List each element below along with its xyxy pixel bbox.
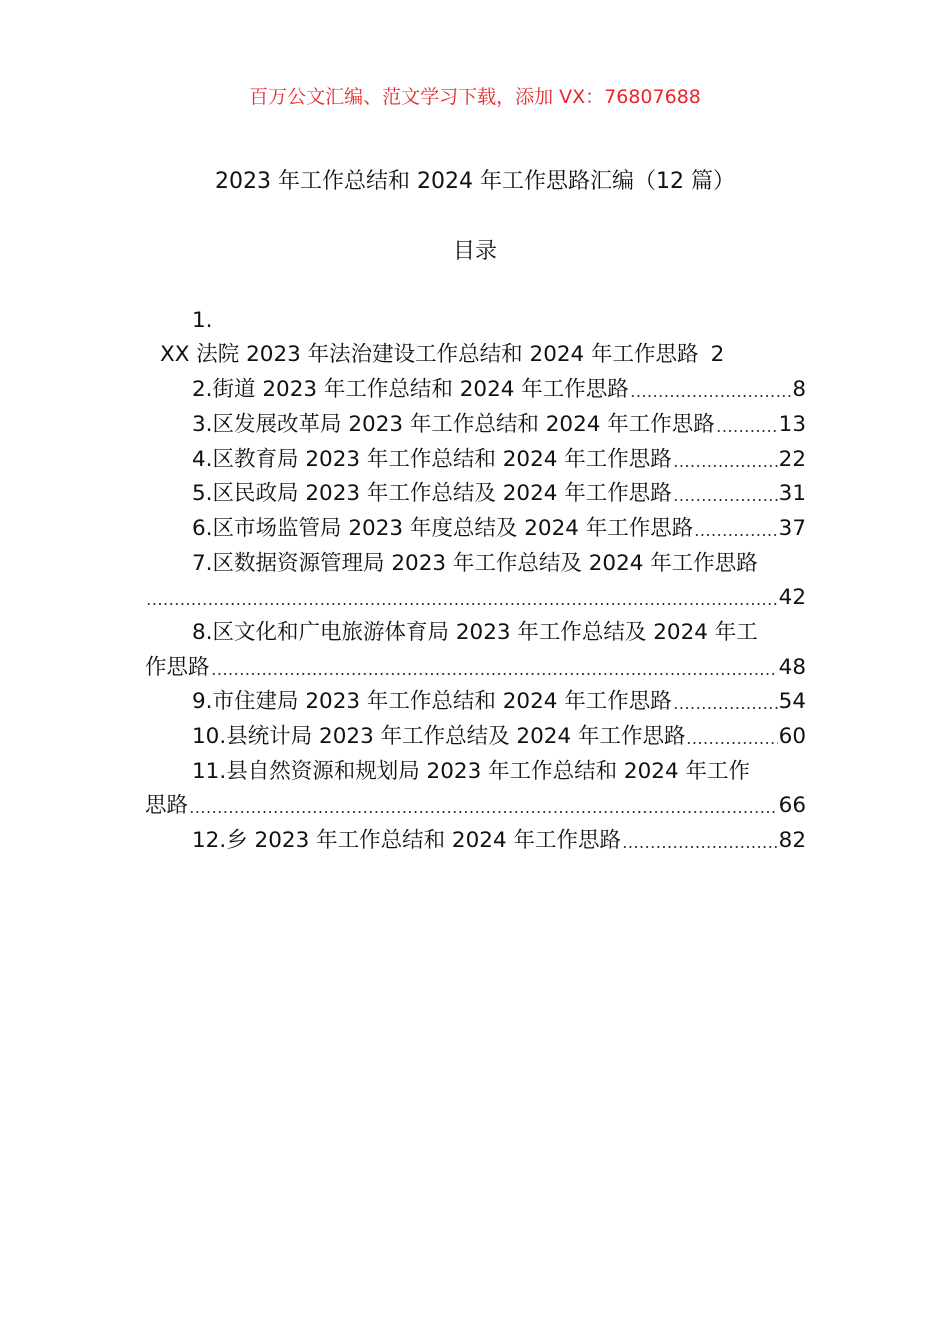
dot-leader <box>146 602 778 606</box>
toc-entry-text: 12.乡 2023 年工作总结和 2024 年工作思路 <box>192 828 621 853</box>
toc-entry-8-cont[interactable] <box>145 651 806 685</box>
toc-page-number: 48 <box>778 655 806 680</box>
toc-entry-11[interactable] <box>192 755 806 789</box>
toc-entry-text: 10.县统计局 2023 年工作总结及 2024 年工作思路 <box>192 724 686 749</box>
toc-entry-text: 7.区数据资源管理局 2023 年工作总结及 2024 年工作思路 <box>192 551 758 576</box>
toc-entry-text: 2.街道 2023 年工作总结和 2024 年工作思路 <box>192 377 629 402</box>
toc-page-number: 8 <box>792 377 806 402</box>
dot-leader <box>686 741 777 745</box>
dot-leader <box>189 810 778 814</box>
toc-entry-1[interactable] <box>192 304 806 338</box>
dot-leader <box>211 672 778 676</box>
toc-page-number: 2 <box>710 342 725 367</box>
dot-leader <box>622 845 778 849</box>
document-title: 2023 年工作总结和 2024 年工作思路汇编（12 篇） <box>215 169 735 194</box>
toc-entry-text: 11.县自然资源和规划局 2023 年工作总结和 2024 年工作 <box>192 759 750 784</box>
toc-entry-3[interactable] <box>192 408 806 442</box>
toc-entry-7-cont[interactable] <box>145 581 806 615</box>
toc-entry-text: 思路 <box>145 793 189 818</box>
toc-entry-text: 1. <box>192 308 213 333</box>
watermark-banner: 百万公文汇编、范文学习下载，添加 VX：76807688 <box>249 86 701 108</box>
toc-entry-8[interactable] <box>192 616 806 650</box>
dot-leader <box>716 429 778 433</box>
toc-entry-text: 9.市住建局 2023 年工作总结和 2024 年工作思路 <box>192 689 672 714</box>
toc-entry-2[interactable] <box>192 373 806 407</box>
toc-entry-text: 4.区教育局 2023 年工作总结和 2024 年工作思路 <box>192 447 672 472</box>
toc-page-number: 60 <box>778 724 806 749</box>
toc-page-number: 37 <box>778 516 806 541</box>
toc-page-number: 22 <box>778 447 806 472</box>
dot-leader <box>673 498 778 502</box>
toc-entry-9[interactable] <box>192 685 806 719</box>
toc-page-number: 54 <box>778 689 806 714</box>
toc-heading: 目录 <box>452 239 497 264</box>
toc-entry-12[interactable] <box>192 824 806 858</box>
toc-entry-text: 6.区市场监管局 2023 年度总结及 2024 年工作思路 <box>192 516 694 541</box>
toc-entry-5[interactable] <box>192 477 806 511</box>
toc-page-number: 31 <box>778 481 806 506</box>
toc-entry-text: 8.区文化和广电旅游体育局 2023 年工作总结及 2024 年工 <box>192 620 758 645</box>
toc-entry-7[interactable] <box>192 547 806 581</box>
toc-page-number: 42 <box>778 585 806 610</box>
dot-leader <box>694 533 777 537</box>
toc-entry-text: XX 法院 2023 年法治建设工作总结和 2024 年工作思路 <box>160 342 699 367</box>
dot-leader <box>630 394 792 398</box>
toc-entry-10[interactable] <box>192 720 806 754</box>
toc-page-number: 13 <box>778 412 806 437</box>
toc-entry-11-cont[interactable] <box>145 789 806 823</box>
toc-entry-text: 3.区发展改革局 2023 年工作总结和 2024 年工作思路 <box>192 412 715 437</box>
toc-page-number: 82 <box>778 828 806 853</box>
toc-entry-6[interactable] <box>192 512 806 546</box>
toc-entry-text: 作思路 <box>145 655 210 680</box>
toc-entry-text: 5.区民政局 2023 年工作总结及 2024 年工作思路 <box>192 481 672 506</box>
dot-leader <box>673 464 778 468</box>
dot-leader <box>673 706 778 710</box>
toc-page-number: 66 <box>778 793 806 818</box>
toc-entry-4[interactable] <box>192 443 806 477</box>
toc-entry-1-cont[interactable] <box>160 338 780 372</box>
